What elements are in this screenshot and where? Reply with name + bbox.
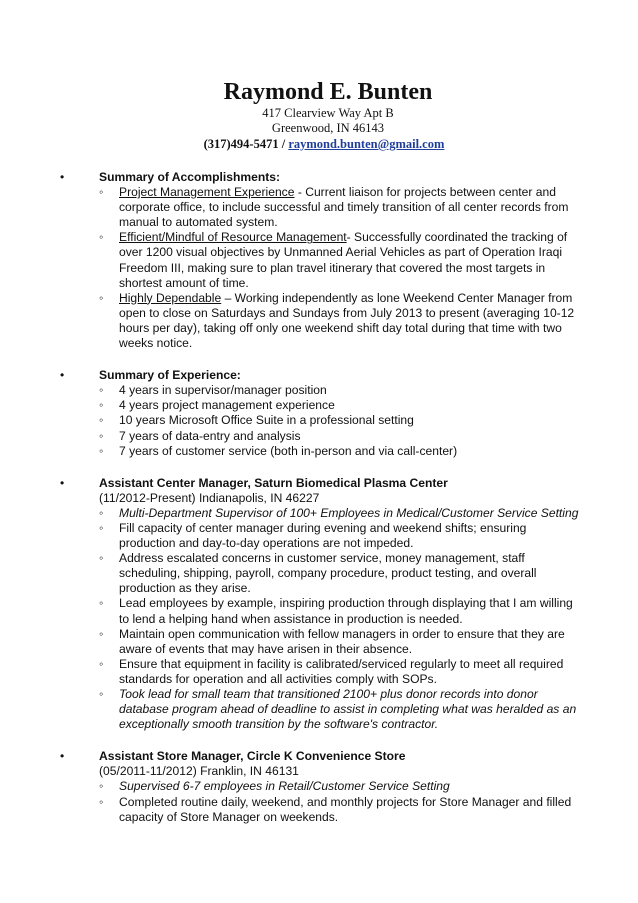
- list-item: [99, 687, 579, 732]
- list-item: [99, 521, 579, 551]
- list-item: [99, 429, 579, 444]
- item-text: Address escalated concerns in customer service, money management, staff scheduling, shipping, payroll, company procedure, product testing, and overall production as they arise.: [119, 551, 537, 596]
- list-item: [99, 398, 579, 413]
- sub-bullet-icon: ◦: [99, 443, 104, 458]
- resume-header: [0, 78, 638, 153]
- item-text: – Working independently as lone Weekend Center Manager from open to close on Saturdays and Sundays from July 2013 to present (averaging 10-12 hours per day), taking off only one weekend shift day total during that time with two weeks notice.: [119, 290, 575, 351]
- sub-bullet-icon: ◦: [99, 413, 104, 428]
- item-text: Maintain open communication with fellow managers in order to ensure that they are aware of events that may have arisen in their absence.: [119, 626, 565, 656]
- resume-body: [0, 170, 638, 825]
- list-item: [99, 779, 579, 794]
- list-item: [99, 795, 579, 825]
- section-accomplishments: [0, 170, 579, 351]
- section-job-saturn: [0, 476, 579, 733]
- sub-bullet-icon: ◦: [99, 428, 104, 443]
- item-text: Supervised 6-7 employees in Retail/Customer Service Setting: [119, 779, 450, 794]
- bullet-icon: •: [60, 475, 65, 490]
- section-title: Summary of Experience:: [99, 368, 241, 383]
- item-text: Ensure that equipment in facility is calibrated/serviced regularly to meet all required standards for operation and all activities comply with SOPs.: [119, 656, 564, 686]
- list-item: [99, 506, 579, 521]
- item-text: Multi-Department Supervisor of 100+ Employees in Medical/Customer Service Setting: [119, 505, 579, 520]
- phone-number: (317)494-5471: [203, 137, 279, 151]
- item-text: 4 years project management experience: [119, 398, 335, 413]
- bullet-icon: •: [60, 368, 65, 383]
- bullet-icon: •: [60, 749, 65, 764]
- list-item: [99, 413, 579, 428]
- sub-bullet-icon: ◦: [99, 520, 104, 535]
- bullet-icon: •: [60, 170, 65, 184]
- contact-line: [10, 136, 638, 153]
- list-item: [99, 657, 579, 687]
- job-title: Assistant Center Manager, Saturn Biomedical Plasma Center: [99, 475, 448, 490]
- job-dates-location: (05/2011-11/2012) Franklin, IN 46131: [99, 764, 299, 779]
- job-dates-location: (11/2012-Present) Indianapolis, IN 46227: [99, 490, 320, 505]
- sub-bullet-icon: ◦: [99, 230, 104, 245]
- sub-bullet-icon: ◦: [99, 398, 104, 413]
- sub-bullet-icon: ◦: [99, 505, 104, 520]
- item-text: - Successfully coordinated the tracking of over 1200 visual objectives by Unmanned Aerial Vehicles as part of Operation Iraqi Freedom III, making sure to plan travel itinerary that covered the most targets in shortest amount of time.: [119, 230, 568, 290]
- section-title: Summary of Accomplishments:: [99, 170, 280, 184]
- experience-summary-list: [99, 383, 579, 458]
- accomplishments-list: [99, 185, 579, 351]
- list-item: [99, 627, 579, 657]
- item-text: Lead employees by example, inspiring production through displaying that I am willing to lend a helping hand when assistance in production is needed.: [119, 596, 573, 626]
- sub-bullet-icon: ◦: [99, 185, 104, 200]
- sub-bullet-icon: ◦: [99, 551, 104, 566]
- list-item: [99, 230, 579, 290]
- section-job-circle-k: [0, 749, 579, 824]
- job-duties-list: [99, 506, 579, 732]
- item-text: 10 years Microsoft Office Suite in a professional setting: [119, 413, 414, 428]
- list-item: [99, 596, 579, 626]
- list-item: [99, 383, 579, 398]
- list-item: [99, 551, 579, 596]
- address-line-2: Greenwood, IN 46143: [271, 121, 385, 135]
- item-label: Highly Dependable: [119, 290, 222, 305]
- address-line-1: 417 Clearview Way Apt B: [262, 106, 394, 120]
- item-label: Project Management Experience: [119, 185, 295, 200]
- sub-bullet-icon: ◦: [99, 626, 104, 641]
- email-link[interactable]: raymond.bunten@gmail.com: [288, 137, 445, 151]
- job-duties-list: [99, 779, 579, 824]
- sub-bullet-icon: ◦: [99, 656, 104, 671]
- item-label: Efficient/Mindful of Resource Management: [119, 230, 347, 245]
- sub-bullet-icon: ◦: [99, 794, 104, 809]
- item-text: - Current liaison for projects between center and corporate office, to include successful and timely transition of all center records from manual to automated system.: [119, 185, 569, 230]
- contact-separator: /: [278, 137, 289, 151]
- item-text: 7 years of customer service (both in-person and via call-center): [119, 443, 458, 458]
- item-text: 7 years of data-entry and analysis: [119, 428, 301, 443]
- item-text: 4 years in supervisor/manager position: [119, 383, 327, 398]
- sub-bullet-icon: ◦: [99, 290, 104, 305]
- sub-bullet-icon: ◦: [99, 383, 104, 398]
- sub-bullet-icon: ◦: [99, 687, 104, 701]
- item-text: Completed routine daily, weekend, and monthly projects for Store Manager and filled capacity of Store Manager on weekends.: [119, 794, 572, 824]
- candidate-name: Raymond E. Bunten: [223, 79, 433, 105]
- sub-bullet-icon: ◦: [99, 596, 104, 611]
- item-text: Fill capacity of center manager during evening and weekend shifts; ensuring production and day-to-day operations are not impeded.: [119, 520, 527, 551]
- item-text: Took lead for small team that transitioned 2100+ plus donor records into donor database program ahead of deadline to assist in completing what was heralded as an exceptionally smooth transition by the software's contractor.: [119, 687, 577, 732]
- list-item: [99, 185, 579, 230]
- list-item: [99, 291, 579, 351]
- list-item: [99, 444, 579, 459]
- job-title: Assistant Store Manager, Circle K Convenience Store: [99, 749, 406, 764]
- section-experience-summary: [0, 368, 579, 459]
- sub-bullet-icon: ◦: [99, 779, 104, 794]
